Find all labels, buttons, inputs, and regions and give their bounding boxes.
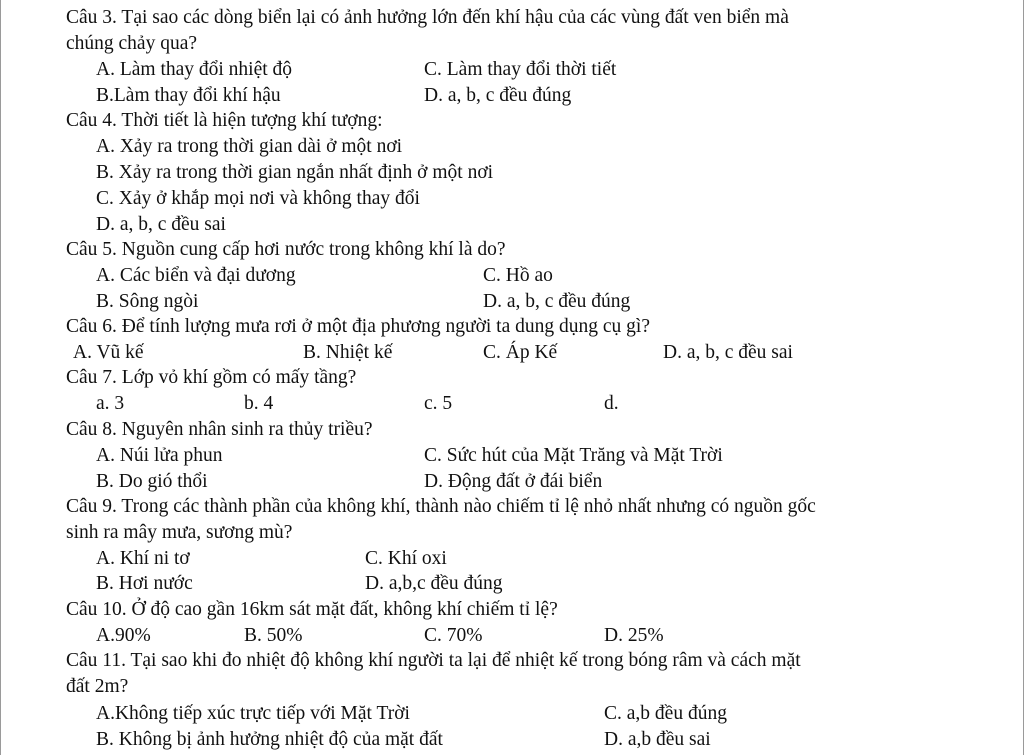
question-11-option-d: D. a,b đều sai (604, 729, 711, 750)
question-10-stem: Câu 10. Ở độ cao gần 16km sát mặt đất, không khí chiếm tỉ lệ? (66, 599, 558, 620)
question-3-option-d: D. a, b, c đều đúng (424, 85, 572, 106)
question-7-option-a: a. 3 (96, 393, 125, 414)
question-3-option-c: C. Làm thay đổi thời tiết (424, 59, 617, 80)
question-4-option-d: D. a, b, c đều sai (96, 214, 226, 235)
question-8-option-b: B. Do gió thổi (96, 471, 208, 492)
question-3-option-b: B.Làm thay đổi khí hậu (96, 85, 281, 106)
question-6-option-c: C. Áp Kế (483, 342, 558, 363)
question-4-option-a: A. Xảy ra trong thời gian dài ở một nơi (96, 136, 403, 157)
question-8-stem: Câu 8. Nguyên nhân sinh ra thủy triều? (66, 419, 373, 440)
question-11-option-a: A.Không tiếp xúc trực tiếp với Mặt Trời (96, 703, 410, 724)
question-7-option-c: c. 5 (424, 393, 453, 414)
question-8-option-a: A. Núi lửa phun (96, 445, 223, 466)
question-4-stem: Câu 4. Thời tiết là hiện tượng khí tượng: (66, 110, 383, 131)
question-11-stem-cont: đất 2m? (66, 676, 129, 697)
question-6-option-b: B. Nhiệt kế (303, 342, 393, 363)
question-7-option-d: d. (604, 393, 619, 414)
question-4-option-b: B. Xảy ra trong thời gian ngắn nhất định ở một nơi (96, 162, 494, 183)
question-3-stem-cont: chúng chảy qua? (66, 33, 198, 54)
question-5-option-d: D. a, b, c đều đúng (483, 291, 631, 312)
question-9-option-d: D. a,b,c đều đúng (365, 573, 503, 594)
question-9-option-b: B. Hơi nước (96, 573, 193, 594)
question-6-option-d: D. a, b, c đều sai (663, 342, 793, 363)
question-11-option-b: B. Không bị ảnh hưởng nhiệt độ của mặt đất (96, 729, 443, 750)
question-6-stem: Câu 6. Để tính lượng mưa rơi ở một địa phương người ta dung dụng cụ gì? (66, 316, 650, 337)
question-9-stem-cont: sinh ra mây mưa, sương mù? (66, 522, 293, 543)
question-10-option-a: A.90% (96, 625, 151, 646)
question-3-stem: Câu 3. Tại sao các dòng biển lại có ảnh hưởng lớn đến khí hậu của các vùng đất ven biển mà (66, 7, 789, 28)
question-9-stem: Câu 9. Trong các thành phần của không khí, thành nào chiếm tỉ lệ nhỏ nhất nhưng có nguồn gốc (66, 496, 816, 517)
question-5-option-a: A. Các biển và đại dương (96, 265, 296, 286)
question-3-option-a: A. Làm thay đổi nhiệt độ (96, 59, 293, 80)
question-11-stem: Câu 11. Tại sao khi đo nhiệt độ không khí người ta lại để nhiệt kế trong bóng râm và cách mặt (66, 650, 801, 671)
question-9-option-c: C. Khí oxi (365, 548, 447, 569)
question-11-option-c: C. a,b đều đúng (604, 703, 727, 724)
question-7-option-b: b. 4 (244, 393, 274, 414)
question-5-stem: Câu 5. Nguồn cung cấp hơi nước trong không khí là do? (66, 239, 506, 260)
question-8-option-d: D. Động đất ở đái biển (424, 471, 603, 492)
question-7-stem: Câu 7. Lớp vỏ khí gồm có mấy tầng? (66, 367, 357, 388)
question-10-option-b: B. 50% (244, 625, 303, 646)
question-10-option-d: D. 25% (604, 625, 664, 646)
question-5-option-c: C. Hồ ao (483, 265, 553, 286)
question-4-option-c: C. Xảy ở khắp mọi nơi và không thay đổi (96, 188, 420, 209)
question-10-option-c: C. 70% (424, 625, 483, 646)
question-9-option-a: A. Khí ni tơ (96, 548, 190, 569)
question-5-option-b: B. Sông ngòi (96, 291, 199, 312)
question-6-option-a: A. Vũ kế (73, 342, 144, 363)
question-8-option-c: C. Sức hút của Mặt Trăng và Mặt Trời (424, 445, 723, 466)
